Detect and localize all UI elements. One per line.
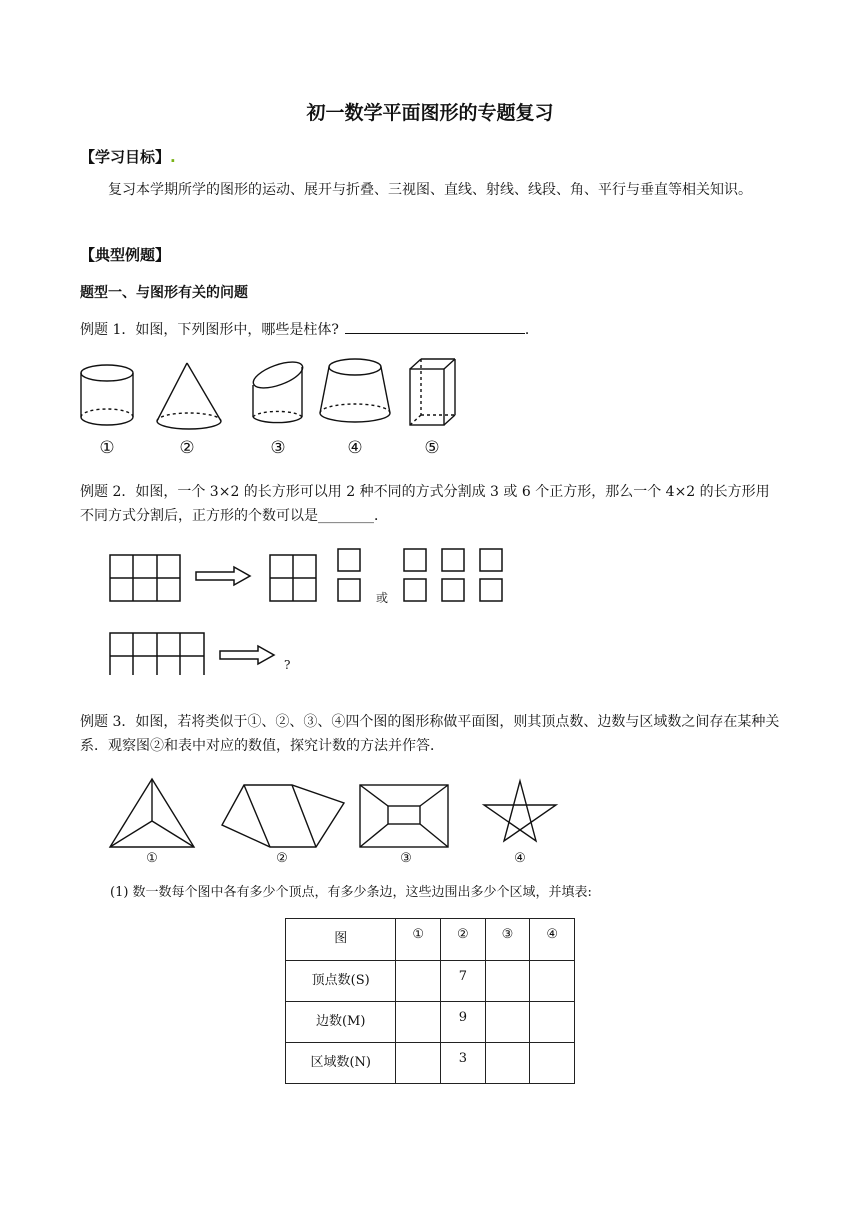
arrow-shape [196, 567, 250, 585]
hexagon-graph [222, 785, 344, 847]
cut-cylinder-shape [250, 357, 306, 423]
cylinder-shape [81, 365, 133, 425]
count-table [285, 918, 575, 1084]
mark-dot: . [170, 148, 176, 166]
prism-shape [410, 359, 455, 425]
table-header: 图 [286, 919, 396, 961]
graph-label-1: ① [146, 851, 158, 866]
table-cell[interactable] [485, 1043, 530, 1084]
table-header: ① [396, 919, 441, 961]
question-mark: ? [284, 658, 291, 672]
table-row [286, 1002, 575, 1043]
solid-label-3: ③ [270, 438, 286, 458]
table-row [286, 961, 575, 1002]
frustum-shape [320, 359, 390, 422]
table-cell[interactable] [396, 1043, 441, 1084]
example1-end: ． [524, 322, 539, 338]
table-header: ③ [485, 919, 530, 961]
row-label: 区域数(N) [286, 1043, 396, 1084]
table-header-row [286, 919, 575, 961]
solid-label-2: ② [179, 438, 195, 458]
goal-heading [80, 146, 176, 167]
table-cell[interactable] [485, 961, 530, 1002]
solid-label-4: ④ [347, 438, 363, 458]
goal-heading-text: 【学习目标】 [80, 148, 171, 166]
example1-question [80, 318, 539, 342]
graph-label-2: ② [276, 851, 288, 866]
table-cell[interactable] [530, 1043, 575, 1084]
table-cell[interactable]: 3 [441, 1043, 486, 1084]
table-cell[interactable]: 9 [441, 1002, 486, 1043]
solid-label-5: ⑤ [424, 438, 440, 458]
examples-heading: 【典型例题】 [80, 246, 171, 264]
triangle-graph [110, 779, 194, 847]
solids-figure [75, 355, 475, 460]
example3-question: 例题 3．如图，若将类似于①、②、③、④四个图的图形称做平面图，则其顶点数、边数与区域数之间存在某种关系．观察图②和表中对应的数值，探究计数的方法并作答． [80, 714, 780, 754]
table-header: ④ [530, 919, 575, 961]
table-cell[interactable] [485, 1002, 530, 1043]
grid-3x2 [110, 555, 180, 601]
answer-blank[interactable] [345, 319, 525, 334]
type1-heading: 题型一、与图形有关的问题 [80, 285, 248, 301]
table-cell[interactable]: 7 [441, 961, 486, 1002]
table-cell[interactable] [396, 1002, 441, 1043]
example2-question: 例题 2．如图，一个 3×2 的长方形可以用 2 种不同的方式分割成 3 或 6 个正方形，那么一个 4×2 的长方形用不同方式分割后，正方形的个数可以是________． [80, 484, 770, 524]
grid-4x2 [110, 633, 204, 675]
split-four-plus-two [270, 549, 360, 601]
planar-graphs-figure [100, 775, 570, 867]
table-row [286, 1043, 575, 1084]
cone-shape [157, 363, 221, 429]
table-cell[interactable] [396, 961, 441, 1002]
solid-label-1: ① [99, 438, 115, 458]
star-graph [484, 781, 556, 841]
graph-label-4: ④ [514, 851, 526, 866]
or-label: 或 [376, 591, 389, 605]
arrow-shape-2 [220, 646, 274, 664]
table-header: ② [441, 919, 486, 961]
example3-subquestion: (1) 数一数每个图中各有多少个顶点，有多少条边，这些边围出多少个区域，并填表: [110, 885, 592, 900]
goal-text: 复习本学期所学的图形的运动、展开与折叠、三视图、直线、射线、线段、角、平行与垂直等相关知识。 [108, 182, 752, 198]
example1-text: 例题 1．如图，下列图形中，哪些是柱体? [80, 322, 339, 338]
split-six-squares [404, 549, 502, 601]
nested-rectangles-graph [360, 785, 448, 847]
row-label: 边数(M) [286, 1002, 396, 1043]
page-title: 初一数学平面图形的专题复习 [306, 102, 554, 124]
rectangle-split-figure [100, 545, 520, 675]
row-label: 顶点数(S) [286, 961, 396, 1002]
graph-label-3: ③ [400, 851, 412, 866]
table-cell[interactable] [530, 961, 575, 1002]
table-cell[interactable] [530, 1002, 575, 1043]
